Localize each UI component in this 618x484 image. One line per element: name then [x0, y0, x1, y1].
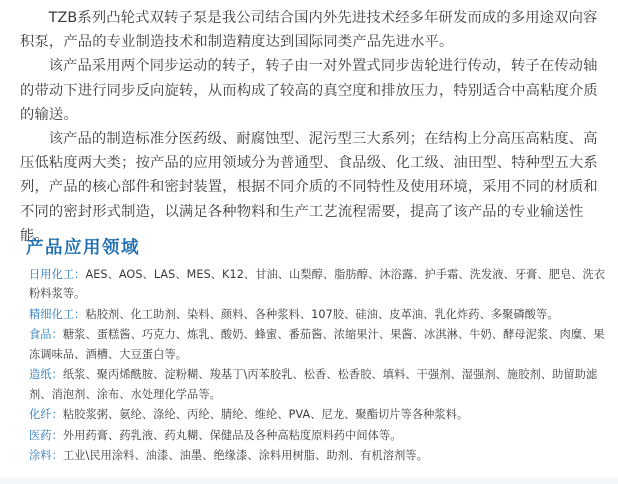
application-item [29, 446, 611, 465]
intro-paragraph: 该产品的制造标准分医药级、耐腐蚀型、泥污型三大系列；在结构上分高压高粘度、高压低粘度两大类；按产品的应用领域分为普通型、食品级、化工级、油田型、特种型五大系列，产品的核心部件和密封装置，根据不同介质的不同特性及使用环境，采用不同的材质和不同的密封形式制造，以满足各种物料和生产工艺流程需要，提高了该产品的专业输送性能。 [20, 131, 598, 244]
applications-title: 产品应用领域 [26, 238, 140, 258]
application-category: 化纤： [29, 408, 63, 422]
application-item [29, 365, 611, 404]
application-item [29, 265, 611, 304]
application-description: 粘胶剂、化工助剂、染料、颜料、各种浆料、107胶、硅油、皮革油、乳化炸药、多聚磷酸等。 [85, 307, 559, 321]
application-category: 精细化工： [29, 307, 86, 321]
application-item [29, 325, 611, 364]
application-item [29, 405, 611, 424]
application-category: 医药： [29, 428, 63, 442]
application-description: 纸浆、聚丙烯酰胺、淀粉糊、羧基丁\丙苯胶乳、松香、松香胶、填料、干强剂、湿强剂、施胶剂、助留助滤剂、消泡剂、涂布、水处理化学品等。 [29, 368, 598, 401]
application-description: AES、AOS、LAS、MES、K12、甘油、山梨醇、脂肪醇、沐浴露、护手霜、洗发液、牙膏、肥皂、洗衣粉料浆等。 [29, 268, 606, 301]
application-description: 工业\民用涂料、油漆、油墨、绝缘漆、涂料用树脂、助剂、有机溶剂等。 [62, 449, 428, 463]
application-description: 粘胶浆粥、氨纶、涤纶、丙纶、腈纶、维纶、PVA、尼龙、聚酯切片等各种浆料。 [62, 408, 469, 422]
application-description: 糖浆、蛋糕酱、巧克力、炼乳、酸奶、蜂蜜、番茄酱、浓缩果汁、果酱、冰淇淋、牛奶、酵母泥浆、肉糜、果冻调味品、酒槽、大豆蛋白等。 [29, 328, 605, 361]
application-category: 造纸： [29, 368, 63, 382]
application-category: 涂料： [29, 449, 63, 463]
bottom-divider [0, 477, 618, 484]
application-item [29, 305, 611, 324]
intro-paragraph: 该产品采用两个同步运动的转子，转子由一对外置式同步齿轮进行传动，转子在传动轴的带动下进行同步反向旋转，从而构成了较高的真空度和排放压力，特别适合中高粘度介质的输送。 [20, 58, 598, 123]
intro-section [20, 6, 608, 248]
application-description: 外用药膏、药乳液、药丸糊、保健品及各种高粘度原料药中间体等。 [62, 428, 402, 442]
application-category: 日用化工： [29, 268, 86, 281]
applications-list [29, 265, 611, 467]
intro-paragraph: TZB系列凸轮式双转子泵是我公司结合国内外先进技术经多年研发而成的多用途双向容积泵，产品的专业制造技术和制造精度达到国际同类产品先进水平。 [20, 10, 598, 51]
application-category: 食品： [29, 328, 63, 342]
application-item [29, 426, 611, 445]
